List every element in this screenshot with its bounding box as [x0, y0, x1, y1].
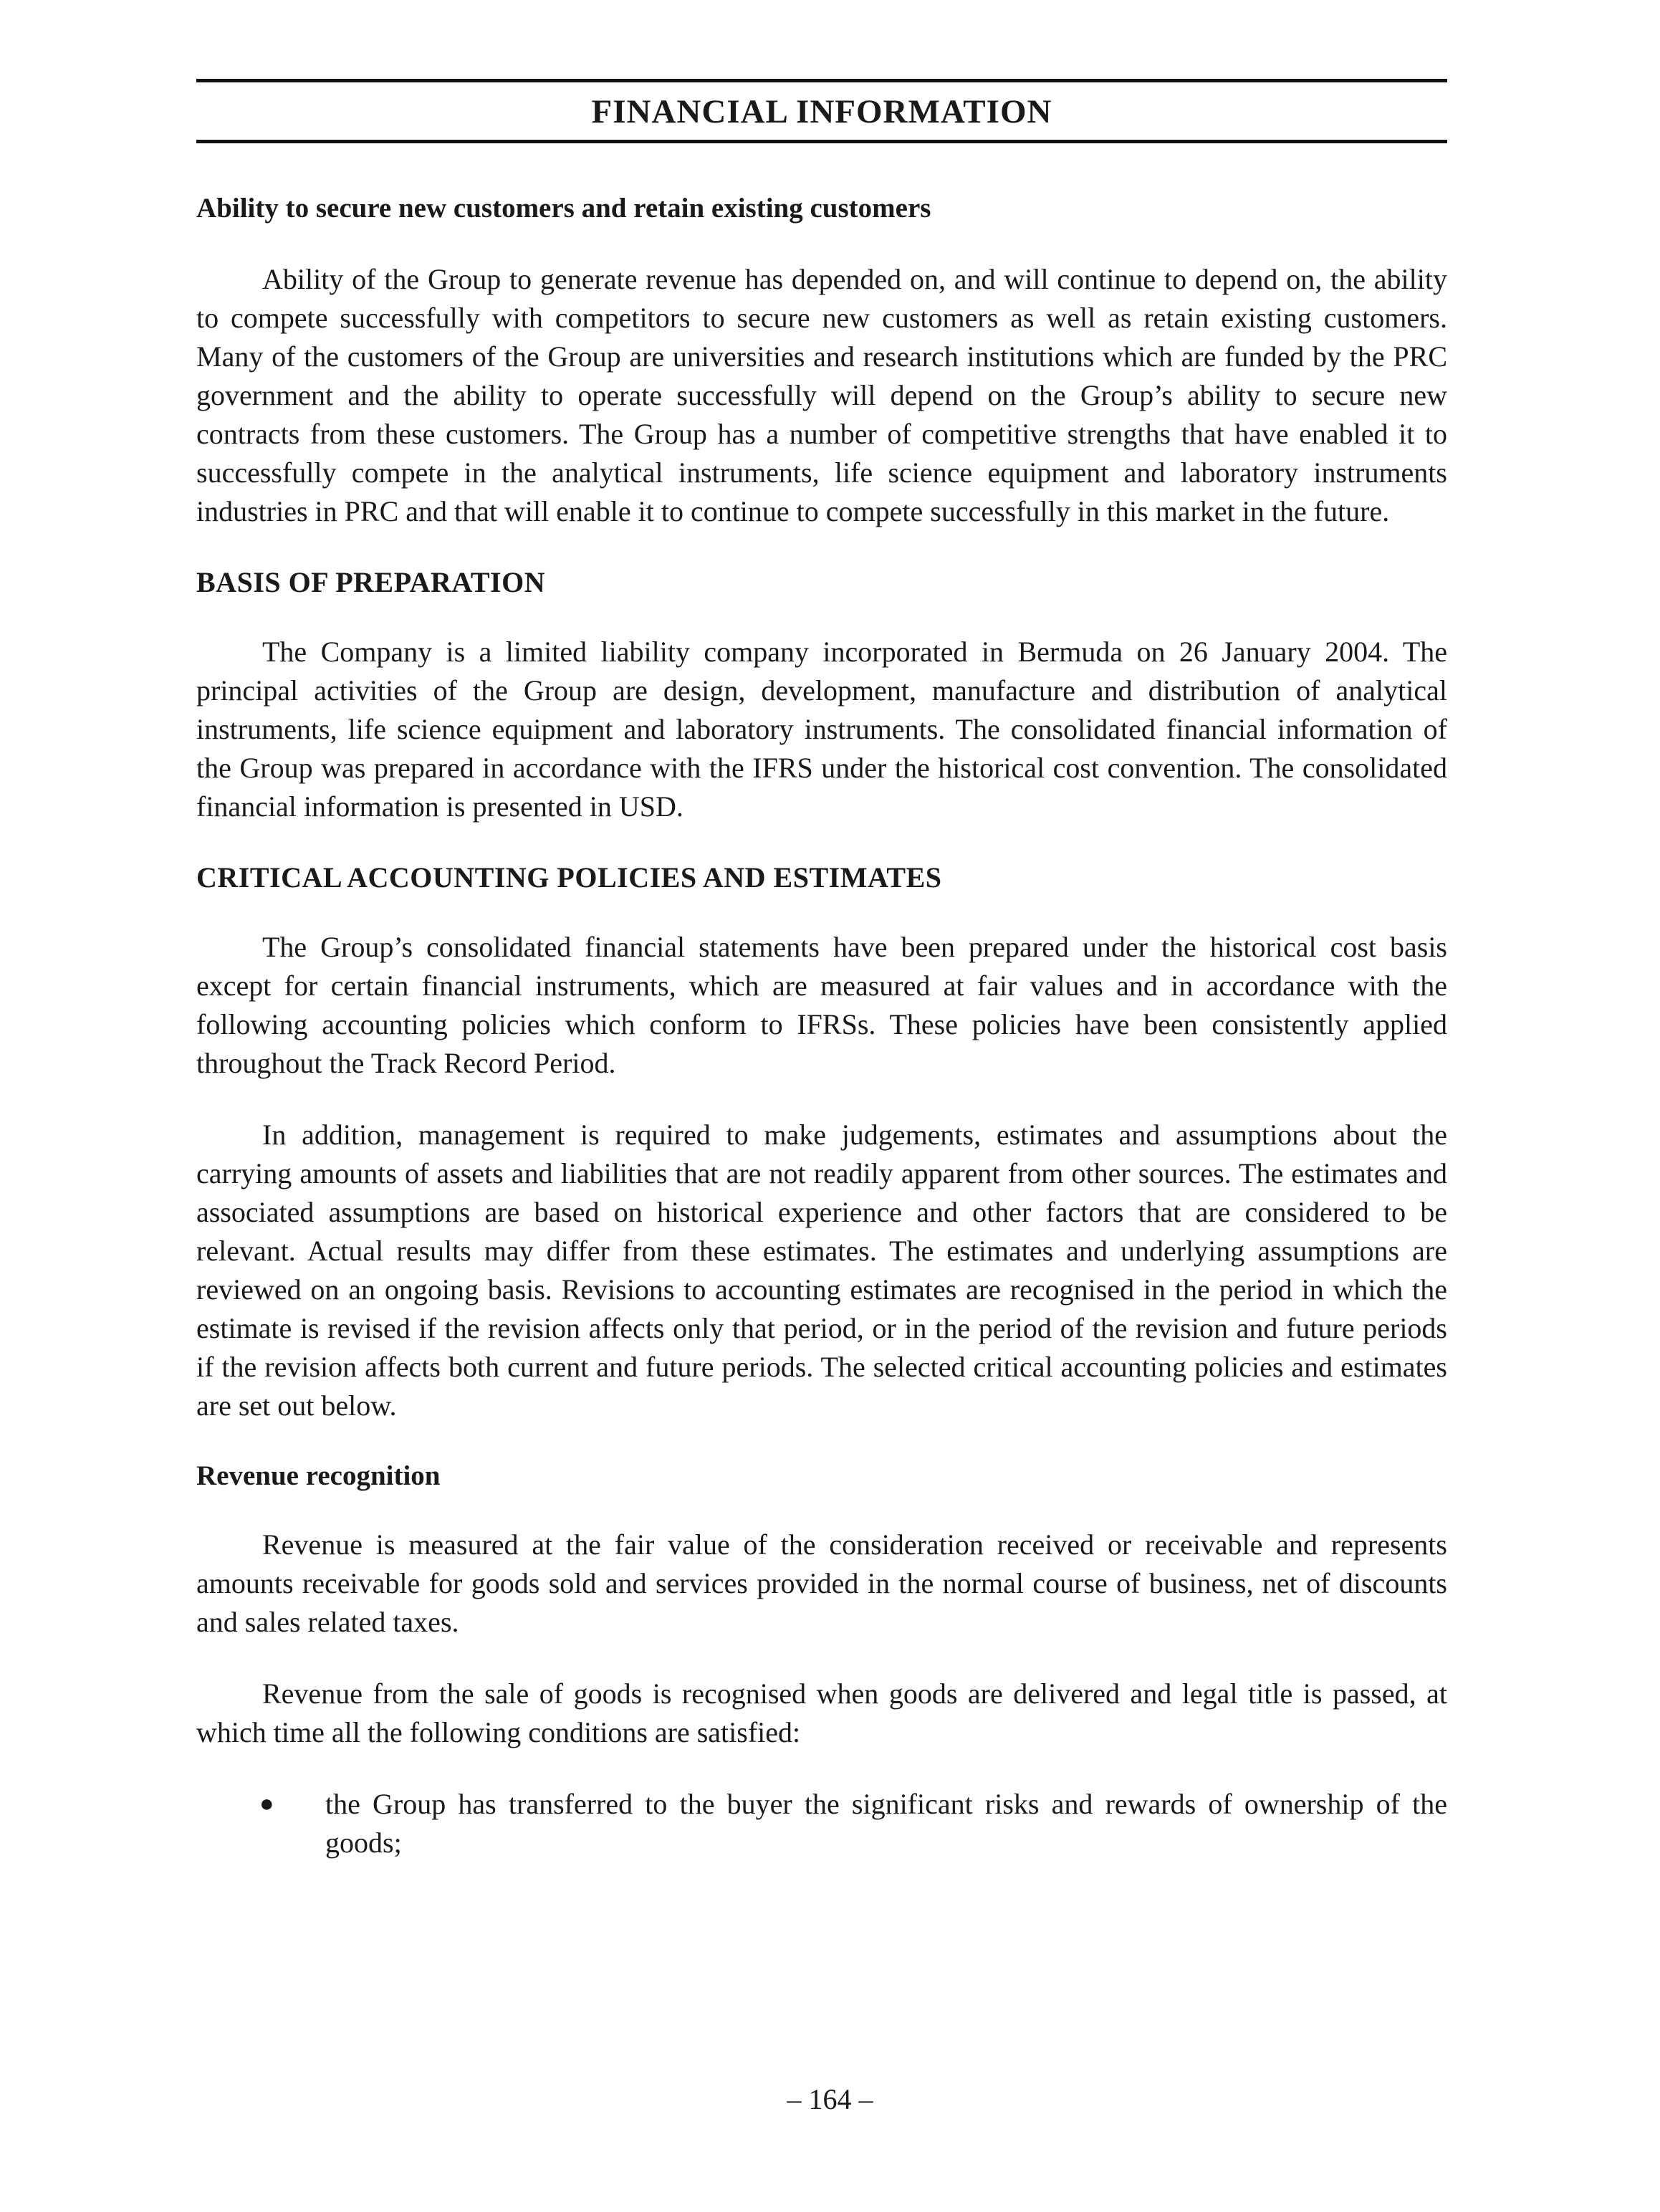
- revenue-paragraph-2: Revenue from the sale of goods is recognised when goods are delivered and legal title is passed, at which time all the following conditions are satisfied:: [196, 1677, 1447, 1749]
- revenue-bullet-item: [196, 1785, 1447, 1862]
- customers-paragraph: Ability of the Group to generate revenue has depended on, and will continue to depend on, the ability to compete successfully with competitors to secure new customers as well as retain existing customers. Many of the customers of the Group are universities and research institutions which are funded by the PRC government and the ability to operate successfully will depend on the Group’s ability to secure new contracts from these customers. The Group has a number of competitive strengths that have enabled it to successfully compete in the analytical instruments, life science equipment and laboratory instruments industries in PRC and that will enable it to continue to compete successfully in this market in the future.: [196, 262, 1447, 527]
- page-header-title: FINANCIAL INFORMATION: [591, 93, 1052, 130]
- page-number: – 164 –: [787, 2083, 873, 2115]
- bullet-text: the Group has transferred to the buyer the significant risks and rewards of ownership of the goods;: [325, 1788, 1447, 1859]
- document-page: [196, 79, 1447, 1862]
- critical-paragraph-2: In addition, management is required to make judgements, estimates and assumptions about the carrying amounts of assets and liabilities that are not readily apparent from other sources. The estimates and associated assumptions are based on historical experience and other factors that are considered to be relevant. Actual results may differ from these estimates. The estimates and underlying assumptions are reviewed on an ongoing basis. Revisions to accounting estimates are recognised in the period in which the estimate is revised if the revision affects only that period, or in the period of the revision and future periods if the revision affects both current and future periods. The selected critical accounting policies and estimates are set out below.: [196, 1118, 1447, 1422]
- critical-heading: CRITICAL ACCOUNTING POLICIES AND ESTIMATES: [196, 861, 942, 894]
- critical-paragraph-1: The Group’s consolidated financial statements have been prepared under the historical cost basis except for certain financial instruments, which are measured at fair values and in accordance with the following accounting policies which conform to IFRSs. These policies have been consistently applied throughout the Track Record Period.: [196, 930, 1447, 1079]
- basis-heading: BASIS OF PREPARATION: [196, 565, 546, 598]
- revenue-paragraph-1: Revenue is measured at the fair value of the consideration received or receivable and represents amounts receivable for goods sold and services provided in the normal course of business, net of discounts and sales related taxes.: [196, 1528, 1447, 1639]
- bullet-icon: ●: [259, 1791, 274, 1818]
- basis-paragraph: The Company is a limited liability company incorporated in Bermuda on 26 January 2004. The principal activities of the Group are design, development, manufacture and distribution of analytical instruments, life science equipment and laboratory instruments. The consolidated financial information of the Group was prepared in accordance with the IFRS under the historical cost convention. The consolidated financial information is presented in USD.: [196, 635, 1447, 823]
- revenue-heading: Revenue recognition: [196, 1460, 441, 1491]
- customers-heading: Ability to secure new customers and retain existing customers: [196, 193, 931, 224]
